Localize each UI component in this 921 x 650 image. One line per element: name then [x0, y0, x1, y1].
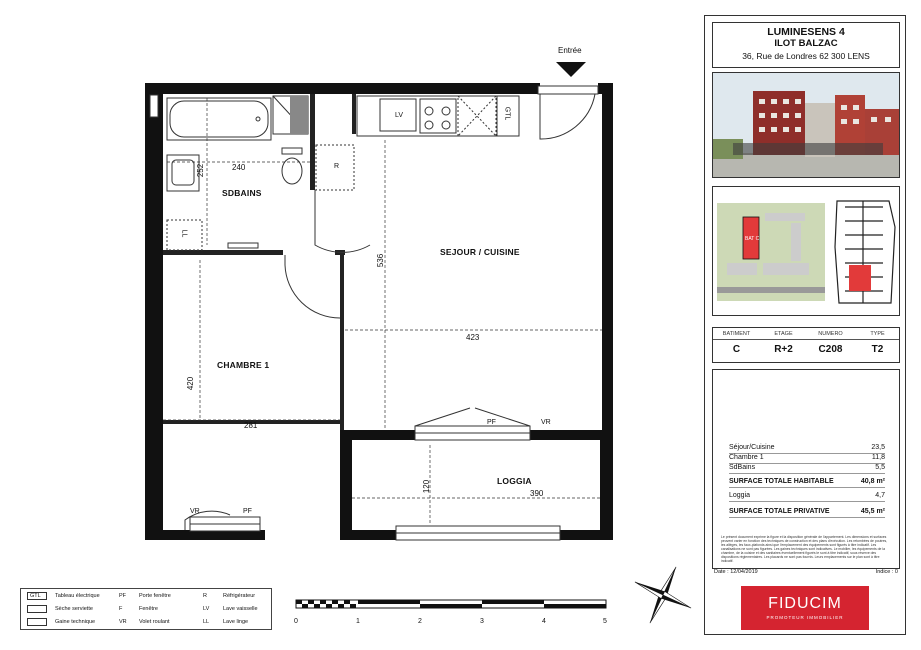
surface-table [712, 369, 900, 569]
surface-row [729, 492, 885, 502]
entry-label: Entrée [558, 46, 582, 55]
kitchen-fixtures [357, 96, 519, 136]
technical-shaft [273, 96, 308, 134]
legend-code: GTL [30, 593, 41, 599]
legend-label: Gaine technique [55, 619, 96, 625]
site-plan-card [712, 186, 900, 316]
surface-label: SdBains [729, 464, 756, 471]
legal-disclaimer: Le présent document exprime la figure et la disposition générale de l'appartement. Les dimensions et surfaces peuvent varier en fonction des techniques de construction et des plans d'exécution. Les retombées de poutres, les allèges, les faux-plafonds ainsi que l'emplacement des équipements sont figurés à titre indicatif. Les canalisations ne sont pas figurées. Les gaines techniques sont indicatives. Le mobilier, les équipements de la chambre, de la cuisine et des sanitaires éventuellement figurés le sont à titre indicatif, sous réserve des dispositions réglementaires. Les placards ne sont pas fournis. Leurs emplacements sur le plan sont à titre indicatif. [721, 535, 888, 563]
legend-label: Lave linge [223, 619, 249, 625]
logo-subtitle: PROMOTEUR IMMOBILIER [766, 615, 844, 620]
scale-tick: 3 [480, 618, 484, 625]
legend-label: Porte fenêtre [139, 593, 171, 599]
surface-value: 40,8 m² [860, 478, 885, 485]
ident-value-etage: R+2 [774, 344, 793, 355]
towel-dryer-icon [27, 605, 47, 613]
surface-value: 5,5 [875, 464, 885, 471]
bathtub [167, 98, 271, 140]
room-label-loggia: LOGGIA [497, 476, 532, 486]
exterior-walls [145, 83, 613, 540]
site-plan-image [713, 187, 900, 316]
project-address: 36, Rue de Londres 62 300 LENS [742, 51, 870, 61]
document-meta [712, 569, 900, 579]
legend [20, 588, 272, 630]
scale-tick: 2 [418, 618, 422, 625]
legend-code: LV [203, 606, 210, 612]
surface-row [729, 444, 885, 454]
windows [150, 95, 560, 540]
ident-header-numero: NUMERO [818, 331, 843, 337]
surface-total-habitable [729, 478, 885, 488]
project-title-card [712, 22, 900, 68]
document-index: Indice : 0 [875, 569, 898, 575]
tag-vr-chambre: VR [190, 508, 200, 515]
room-label-sejour: SEJOUR / CUISINE [440, 247, 520, 257]
dimension-lines [163, 98, 602, 525]
logo-name: FIDUCIM [768, 595, 842, 612]
site-plan-building-label: BAT C [745, 236, 760, 242]
scale-tick: 0 [294, 618, 298, 625]
dim-390: 390 [530, 489, 544, 498]
project-subtitle: ILOT BALZAC [774, 38, 838, 49]
legend-code: R [203, 593, 207, 599]
legend-code: LL [203, 619, 210, 625]
dim-420: 420 [186, 376, 196, 391]
dim-252: 252 [196, 163, 206, 178]
fiducim-logo [741, 586, 869, 630]
surface-label: Chambre 1 [729, 454, 764, 461]
technical-shaft-icon [27, 618, 47, 626]
dim-240: 240 [232, 163, 246, 172]
surface-value: 4,7 [875, 492, 885, 499]
dim-423: 423 [466, 333, 480, 342]
ident-header-etage: ETAGE [774, 331, 793, 337]
tag-pf-sejour: PF [487, 419, 496, 426]
surface-label: Loggia [729, 492, 751, 499]
surface-label: SURFACE TOTALE HABITABLE [729, 478, 834, 485]
project-title: LUMINESENS 4 [767, 26, 845, 38]
scale-tick: 1 [356, 618, 360, 625]
document-date: Date : 12/04/2019 [714, 569, 758, 575]
scale-graphic [290, 598, 620, 618]
room-label-chambre: CHAMBRE 1 [217, 360, 270, 370]
surface-label: SURFACE TOTALE PRIVATIVE [729, 508, 830, 515]
building-rendering [712, 72, 900, 178]
tag-lv: LV [395, 112, 404, 119]
legend-label: Tableau électrique [55, 593, 100, 599]
entry-arrow [556, 62, 586, 77]
surface-label: Séjour/Cuisine [729, 444, 775, 451]
unit-identification [712, 327, 900, 363]
ident-header-type: TYPE [870, 331, 885, 337]
ident-value-batiment: C [732, 344, 741, 355]
dim-120: 120 [422, 479, 432, 494]
legend-code: VR [119, 619, 127, 625]
compass-rose-icon [628, 560, 698, 630]
info-panel [704, 15, 906, 635]
legend-code: F [119, 606, 123, 612]
legend-label: Sèche serviette [55, 606, 93, 612]
surface-row [729, 454, 885, 464]
legend-label: Volet roulant [139, 619, 170, 625]
surface-value: 11,8 [871, 454, 885, 461]
surface-value: 45,5 m² [860, 508, 885, 515]
scale-tick: 4 [542, 618, 546, 625]
legend-code-box [27, 592, 47, 600]
dim-281: 281 [244, 421, 258, 430]
room-label-sdbains: SDBAINS [222, 188, 262, 198]
tag-ll: LL [180, 229, 188, 238]
ident-value-numero: C208 [818, 344, 843, 355]
scale-tick: 5 [603, 618, 607, 625]
ident-value-type: T2 [871, 344, 884, 355]
tag-vr-sejour: VR [541, 419, 551, 426]
tag-r: R [334, 163, 340, 170]
legend-code: PF [119, 593, 127, 599]
surface-row [729, 464, 885, 474]
scale-bar [290, 598, 620, 628]
legend-label: Fenêtre [139, 606, 158, 612]
tag-pf-chambre: PF [243, 508, 252, 515]
surface-value: 23,5 [871, 444, 885, 451]
surface-total-privative [729, 508, 885, 518]
legend-label: Lave vaisselle [223, 606, 258, 612]
dim-536: 536 [376, 253, 386, 268]
tag-gtl: GTL [503, 106, 511, 121]
building-rendering-image [713, 73, 900, 178]
doors [185, 86, 598, 530]
legend-label: Réfrigérateur [223, 593, 256, 599]
ident-header-batiment: BATIMENT [722, 331, 751, 337]
